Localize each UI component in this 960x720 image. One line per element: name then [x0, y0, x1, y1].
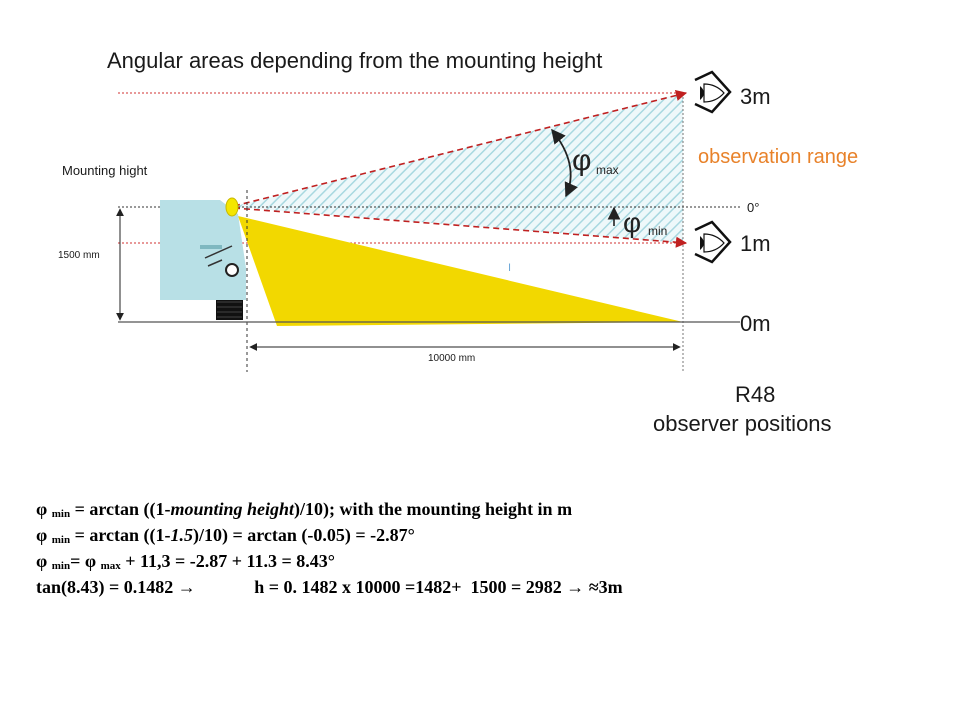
- subscript: min: [51, 534, 71, 546]
- label-0m: 0m: [740, 311, 771, 336]
- height-value-label: 1500 mm: [58, 250, 100, 261]
- formula-text: tan(8.43) = 0.1482 → h = 0. 1482 x 10000 =1482+ 1500 = 2982 → ≈3m: [36, 577, 623, 597]
- formula-text: + 11,3 = -2.87 + 11.3 = 8.43°: [120, 551, 335, 571]
- phi-glyph: φ: [36, 551, 48, 571]
- vehicle: [160, 200, 246, 320]
- formula-line-4: [36, 574, 936, 600]
- r48-title: R48: [735, 382, 776, 407]
- formula-text: )/10) = arctan (-0.05) = -2.87°: [192, 525, 415, 545]
- formula-block: [36, 496, 936, 600]
- formula-text: = arctan ((1-: [70, 525, 171, 545]
- formula-text: = arctan ((1-: [70, 499, 171, 519]
- small-mark: I: [508, 262, 512, 274]
- formula-text: )/10); with the mounting height in m: [294, 499, 573, 519]
- formula-italic: mounting height: [170, 499, 295, 519]
- lamp: [226, 198, 238, 216]
- phi-min-symbol: φ: [623, 207, 642, 238]
- phi-max-symbol: φ: [572, 144, 592, 177]
- formula-italic: 1.5: [170, 525, 193, 545]
- distance-label: 10000 mm: [428, 353, 476, 364]
- formula-line-3: [36, 548, 936, 574]
- eye-icon-1m: [695, 222, 730, 262]
- zero-degree-label: 0°: [747, 200, 760, 215]
- subscript: max: [100, 560, 121, 572]
- label-1m: 1m: [740, 231, 771, 256]
- phi-glyph: φ: [36, 525, 48, 545]
- formula-line-1: [36, 496, 936, 522]
- subscript: min: [51, 560, 71, 572]
- mounting-height-label: Mounting hight: [62, 163, 148, 178]
- phi-min-subscript: min: [648, 224, 668, 238]
- observation-range-label: observation range: [698, 146, 859, 168]
- diagram-title: Angular areas depending from the mounting height: [107, 48, 603, 73]
- label-3m: 3m: [740, 84, 771, 109]
- phi-glyph: φ: [36, 499, 48, 519]
- formula-text: = φ: [70, 551, 101, 571]
- r48-subtitle: observer positions: [653, 411, 832, 436]
- phi-max-subscript: max: [596, 163, 619, 177]
- formula-line-2: [36, 522, 936, 548]
- eye-icon-3m: [695, 72, 730, 112]
- subscript: min: [51, 508, 71, 520]
